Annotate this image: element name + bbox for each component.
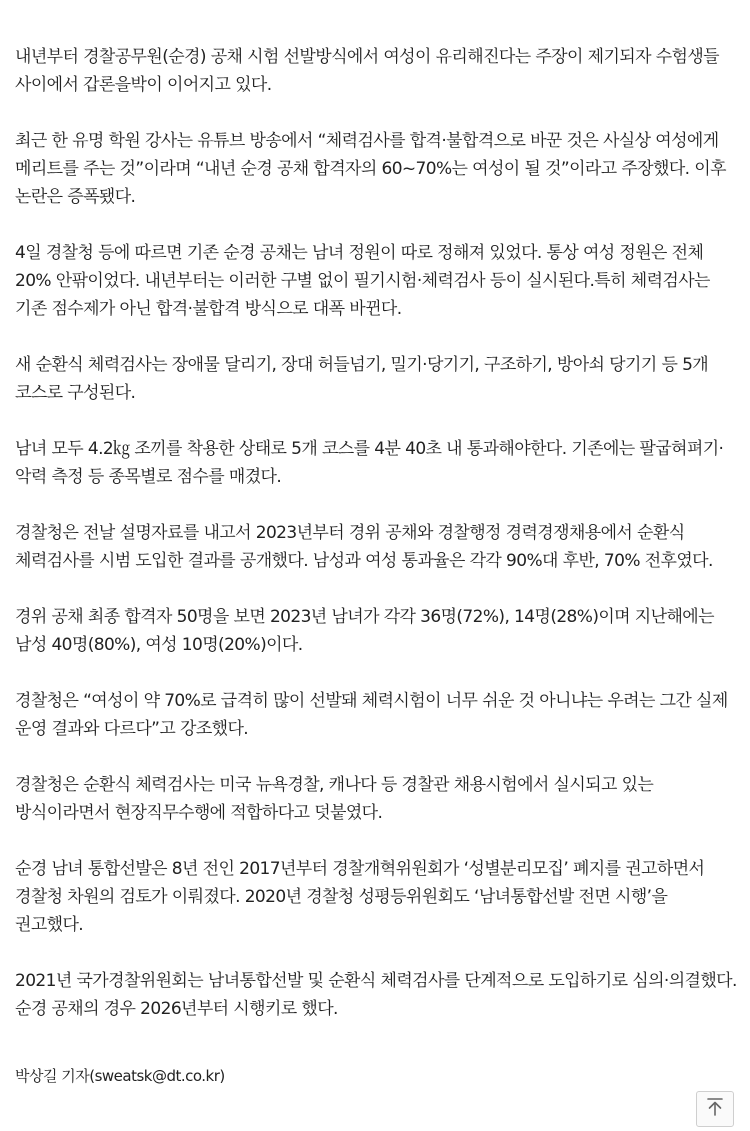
article-paragraph: 새 순환식 체력검사는 장애물 달리기, 장대 허들넘기, 밀기·당기기, 구조하기, 방아쇠 당기기 등 5개 코스로 구성된다.: [15, 355, 709, 403]
scroll-to-top-button[interactable]: [696, 1091, 734, 1127]
article-paragraph: 경위 공채 최종 합격자 50명을 보면 2023년 남녀가 각각 36명(72%), 14명(28%)이며 지난해에는 남성 40명(80%), 여성 10명(20%)이다.: [15, 607, 714, 655]
article-body: [15, 43, 737, 1051]
article-paragraph: 최근 한 유명 학원 강사는 유튜브 방송에서 “체력검사를 합격·불합격으로 바꾼 것은 사실상 여성에게 메리트를 주는 것”이라며 “내년 순경 공채 합격자의 60~70%는 여성이 될 것”이라고 주장했다. 이후 논란은 증폭됐다.: [15, 131, 726, 207]
article-paragraph: 남녀 모두 4.2㎏ 조끼를 착용한 상태로 5개 코스를 4분 40초 내 통과해야한다. 기존에는 팔굽혀펴기·악력 측정 등 종목별로 점수를 매겼다.: [15, 439, 724, 487]
article-paragraph: 내년부터 경찰공무원(순경) 공채 시험 선발방식에서 여성이 유리해진다는 주장이 제기되자 수험생들 사이에서 갑론을박이 이어지고 있다.: [15, 47, 720, 95]
arrow-up-to-top-icon: [706, 1097, 724, 1121]
article-paragraph: 경찰청은 “여성이 약 70%로 급격히 많이 선발돼 체력시험이 너무 쉬운 것 아니냐는 우려는 그간 실제 운영 결과와 다르다”고 강조했다.: [15, 691, 728, 739]
reporter-byline: 박상길 기자(sweatsk@dt.co.kr): [15, 1067, 225, 1085]
article-paragraph: 경찰청은 순환식 체력검사는 미국 뉴욕경찰, 캐나다 등 경찰관 채용시험에서 실시되고 있는 방식이라면서 현장직무수행에 적합하다고 덧붙였다.: [15, 775, 654, 823]
article-paragraph: 4일 경찰청 등에 따르면 기존 순경 공채는 남녀 정원이 따로 정해져 있었다. 통상 여성 정원은 전체 20% 안팎이었다. 내년부터는 이러한 구별 없이 필기시험·체력검사 등이 실시된다.특히 체력검사는 기존 점수제가 아닌 합격·불합격 방식으로 대폭 바뀐다.: [15, 243, 710, 319]
article-paragraph: 2021년 국가경찰위원회는 남녀통합선발 및 순환식 체력검사를 단계적으로 도입하기로 심의·의결했다. 순경 공채의 경우 2026년부터 시행키로 했다.: [15, 971, 737, 1019]
article-paragraph: 경찰청은 전날 설명자료를 내고서 2023년부터 경위 공채와 경찰행정 경력경쟁채용에서 순환식 체력검사를 시범 도입한 결과를 공개했다. 남성과 여성 통과율은 각각 90%대 후반, 70% 전후였다.: [15, 523, 713, 571]
article-paragraph: 순경 남녀 통합선발은 8년 전인 2017년부터 경찰개혁위원회가 ‘성별분리모집’ 폐지를 권고하면서 경찰청 차원의 검토가 이뤄졌다. 2020년 경찰청 성평등위원회도 ‘남녀통합선발 전면 시행’을 권고했다.: [15, 859, 705, 935]
